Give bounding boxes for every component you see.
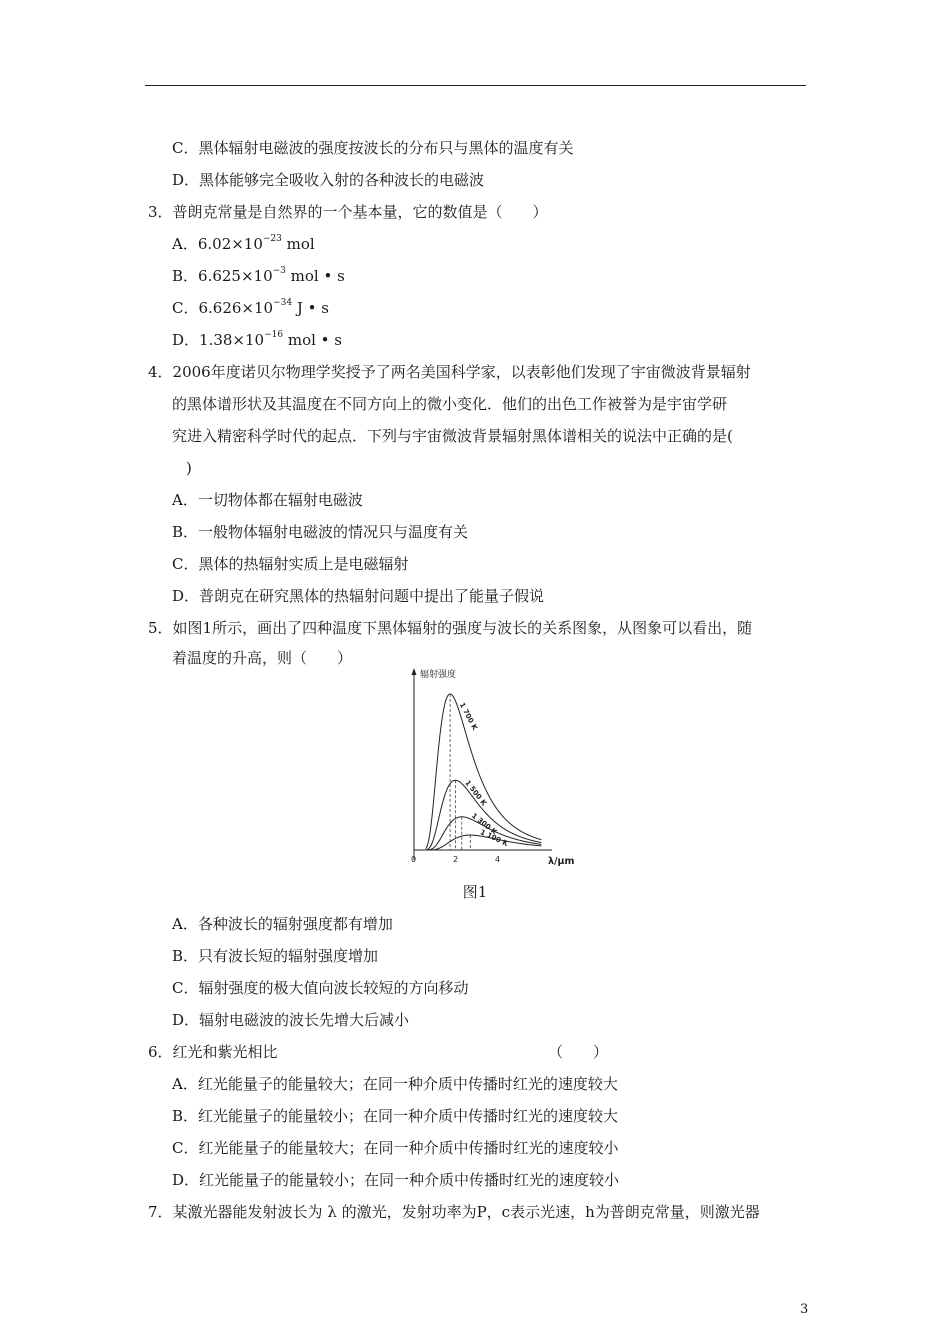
q3-option-c: C．$6.626\times 10^{-34}$ J • s (172, 298, 329, 317)
q4-option-d: D．普朗克在研究黑体的热辐射问题中提出了能量子假说 (172, 587, 545, 605)
q5-option-a: A．各种波长的辐射强度都有增加 (172, 915, 393, 933)
q3-option-b: B．$6.625\times 10^{-3}$ mol • s (172, 266, 345, 285)
q3-option-d: D．$1.38\times 10^{-16}$ mol • s (172, 330, 342, 349)
q6-option-d: D．红光能量子的能量较小；在同一种介质中传播时红光的速度较小 (172, 1171, 620, 1189)
q5-option-d: D．辐射电磁波的波长先增大后减小 (172, 1011, 410, 1029)
q6-option-c: C．红光能量子的能量较大；在同一种介质中传播时红光的速度较小 (172, 1139, 619, 1157)
q5-option-b: B．只有波长短的辐射强度增加 (172, 947, 379, 965)
q4-stem-line1: 4．2006年度诺贝尔物理学奖授予了两名美国科学家，以表彰他们发现了宇宙微波背景辐射 (148, 363, 751, 381)
q4-option-b: B．一般物体辐射电磁波的情况只与温度有关 (172, 523, 469, 541)
q3-stem: 3．普朗克常量是自然界的一个基本量，它的数值是（ ） (148, 203, 548, 221)
header-rule (145, 85, 806, 86)
x-tick-0: 0 (411, 855, 417, 864)
q6-option-b: B．红光能量子的能量较小；在同一种介质中传播时红光的速度较大 (172, 1107, 619, 1125)
q4-option-a: A．一切物体都在辐射电磁波 (172, 491, 363, 509)
curve-label-4: 1 100 K (478, 828, 510, 849)
x-tick-2: 4 (495, 855, 501, 864)
q2-option-c: C．黑体辐射电磁波的强度按波长的分布只与黑体的温度有关 (172, 139, 574, 157)
q5-stem-line1: 5．如图1所示，画出了四种温度下黑体辐射的强度与波长的关系图象，从图象可以看出，随 (148, 619, 753, 637)
q4-stem-line3: 究进入精密科学时代的起点．下列与宇宙微波背景辐射黑体谱相关的说法中正确的是( (172, 427, 733, 445)
x-axis-label: λ/μm (548, 856, 575, 867)
q7-stem-line1: 7．某激光器能发射波长为 λ 的激光，发射功率为P，c表示光速，h为普朗克常量，则激光器 (148, 1203, 760, 1221)
q3-option-a: A．$6.02\times 10^{-23}$ mol (172, 234, 315, 253)
q4-stem-line4: ) (186, 459, 192, 477)
q6-blank: （ ） (548, 1043, 609, 1061)
q6-option-a: A．红光能量子的能量较大；在同一种介质中传播时红光的速度较大 (172, 1075, 618, 1093)
x-tick-1: 2 (453, 855, 459, 864)
page-number: 3 (800, 1302, 809, 1317)
curve-label-3: 1 300 K (469, 811, 499, 837)
q5-stem-line2: 着温度的升高，则（ ） (172, 649, 353, 667)
figure-caption: 图1 (462, 883, 488, 901)
y-axis-label: 辐射强度 (420, 670, 457, 680)
curve-label-2: 1 500 K (463, 778, 488, 808)
curve-label-1: 1 700 K (457, 701, 479, 732)
q6-stem: 6．红光和紫光相比 (148, 1043, 278, 1061)
curve-2 (426, 780, 542, 850)
q5-option-c: C．辐射强度的极大值向波长较短的方向移动 (172, 979, 469, 997)
q4-option-c: C．黑体的热辐射实质上是电磁辐射 (172, 555, 409, 573)
q4-stem-line2: 的黑体谱形状及其温度在不同方向上的微小变化．他们的出色工作被誉为是宇宙学研 (172, 395, 728, 413)
blackbody-chart (402, 664, 580, 872)
q2-option-d: D．黑体能够完全吸收入射的各种波长的电磁波 (172, 171, 485, 189)
y-axis-arrow (412, 668, 417, 675)
